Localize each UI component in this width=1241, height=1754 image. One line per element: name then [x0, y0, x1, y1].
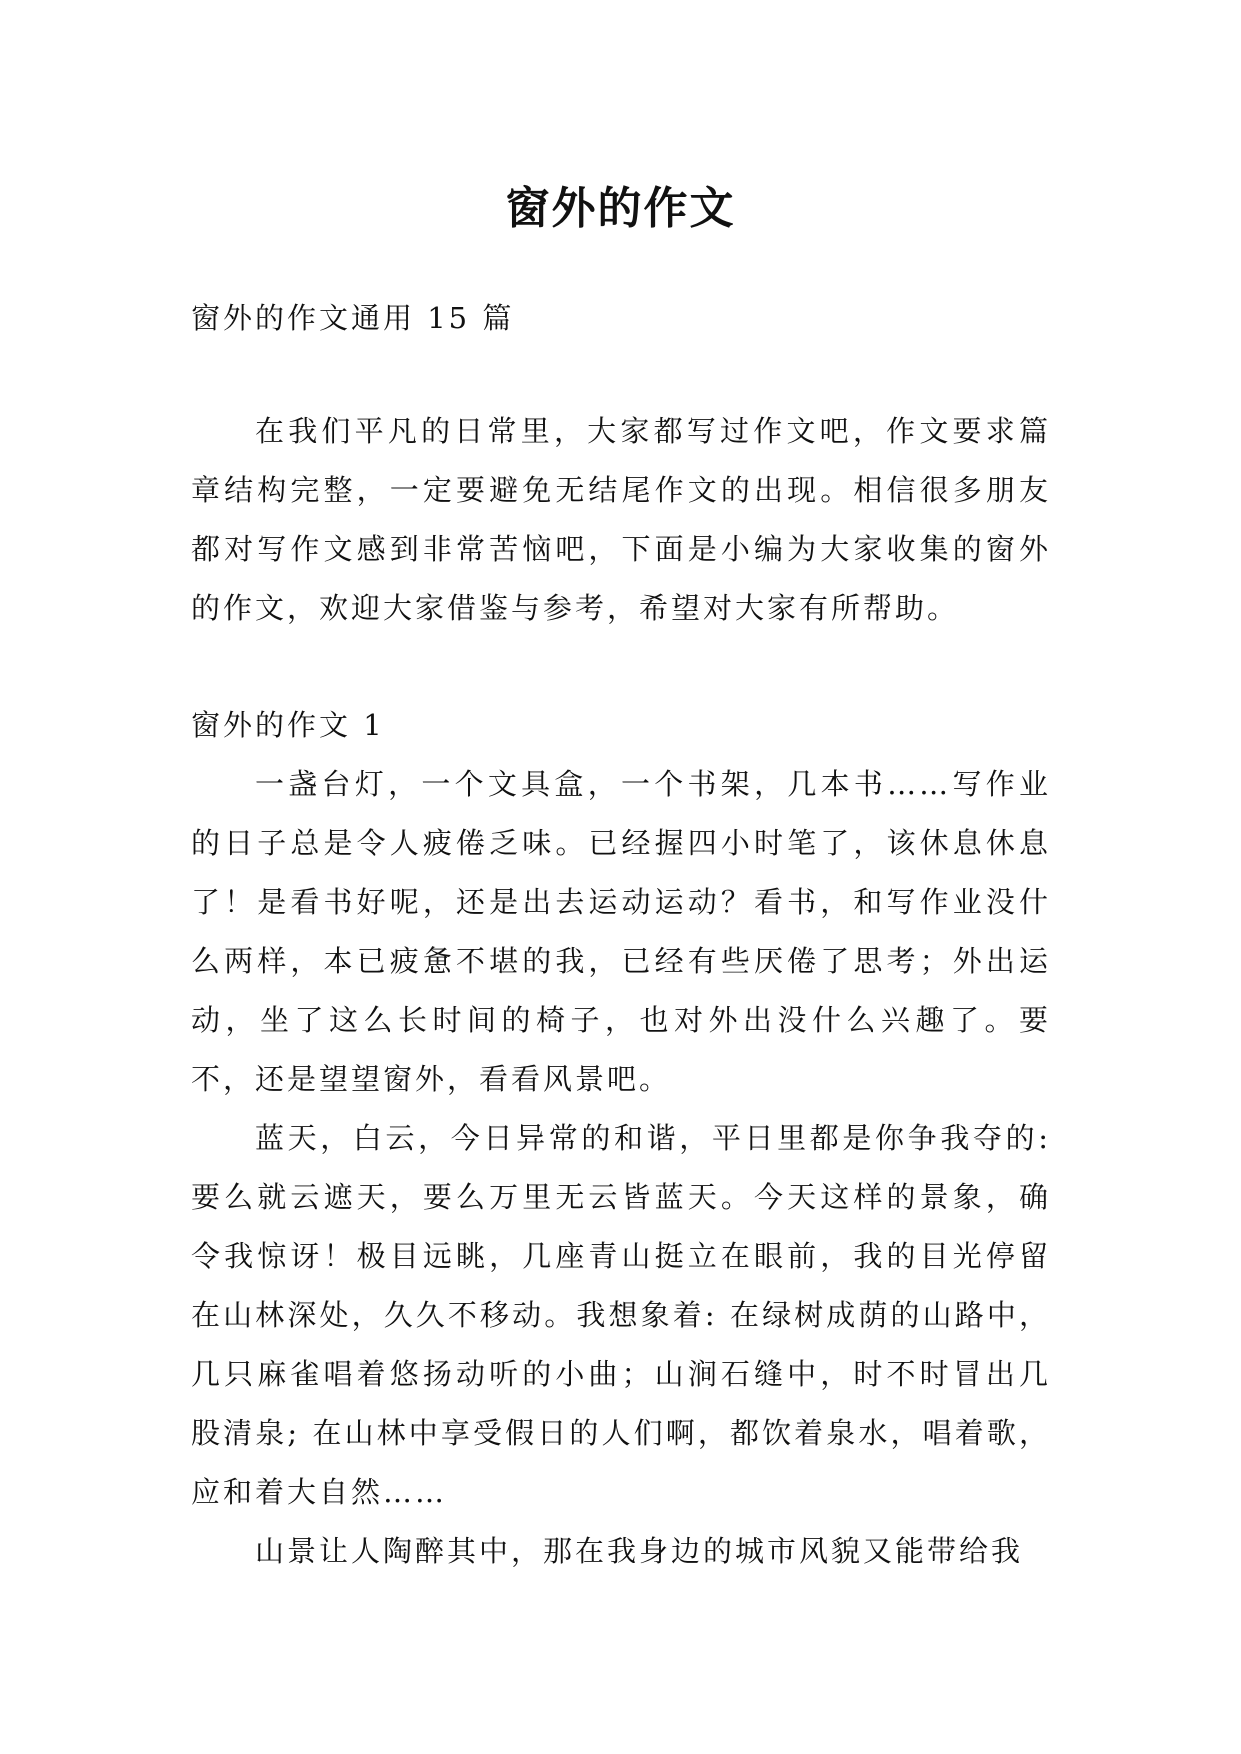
essay-body [191, 755, 1051, 1581]
document-subtitle: 窗外的作文通用 15 篇 [191, 301, 515, 335]
section-heading: 窗外的作文 1 [191, 708, 385, 742]
document-title: 窗外的作文 [505, 183, 736, 235]
essay-paragraph-2: 蓝天，白云，今日异常的和谐，平日里都是你争我夺的:要么就云遮天，要么万里无云皆蓝天。今天这样的景象，确令我惊讶！极目远眺，几座青山挺立在眼前，我的目光停留在山林深处，久久不移动。我想象着: 在绿树成荫的山路中，几只麻雀唱着悠扬动听的小曲；山涧石缝中，时不时冒出几股清泉; 在山林中享受假日的人们啊，都饮着泉水，唱着歌，应和着大自然…… [191, 1121, 1051, 1509]
essay-paragraph-3: 山景让人陶醉其中，那在我身边的城市风貌又能带给我 [255, 1534, 1024, 1568]
intro-paragraph: 在我们平凡的日常里，大家都写过作文吧，作文要求篇章结构完整，一定要避免无结尾作文的出现。相信很多朋友都对写作文感到非常苦恼吧，下面是小编为大家收集的窗外的作文，欢迎大家借鉴与参考，希望对大家有所帮助。 [191, 414, 1051, 625]
essay-paragraph-1: 一盏台灯，一个文具盒，一个书架，几本书……写作业的日子总是令人疲倦乏味。已经握四小时笔了，该休息休息了！是看书好呢，还是出去运动运动？看书，和写作业没什么两样，本已疲惫不堪的我，已经有些厌倦了思考；外出运动，坐了这么长时间的椅子，也对外出没什么兴趣了。要不，还是望望窗外，看看风景吧。 [191, 767, 1051, 1096]
